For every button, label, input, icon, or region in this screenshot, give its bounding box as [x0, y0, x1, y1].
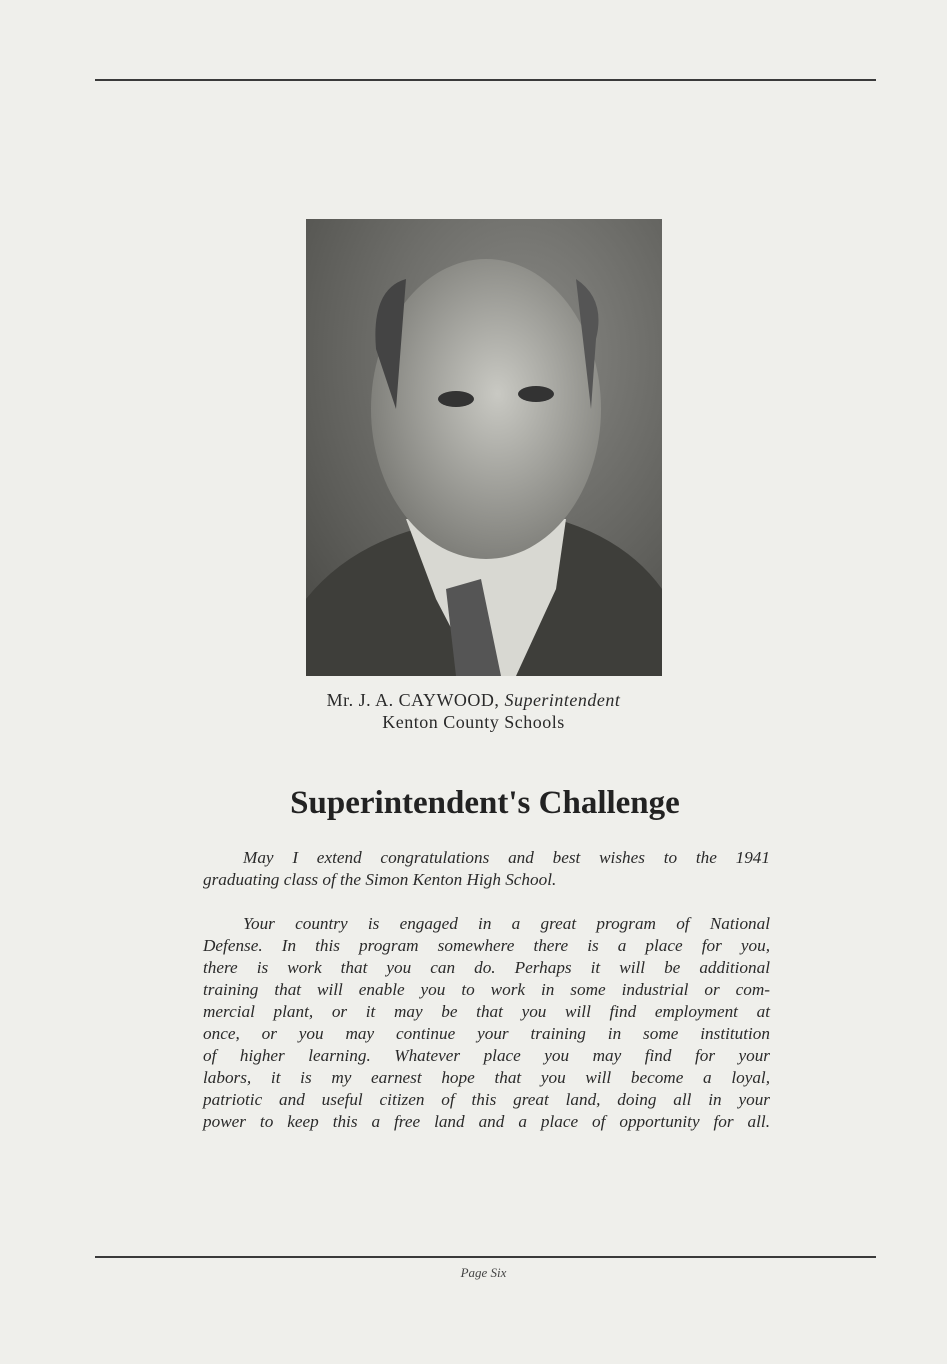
person-name: Mr. J. A. CAYWOOD, [326, 690, 500, 710]
text-line: labors, it is my earnest hope that you will become a loyal, [203, 1068, 770, 1087]
bottom-rule [95, 1256, 876, 1258]
page-number: Page Six [460, 1265, 507, 1280]
text-line: Your country is engaged in a great program of National [243, 914, 770, 933]
photo-caption-org: Kenton County Schools [382, 712, 565, 732]
text-line: Defense. In this program somewhere there is a place for you, [203, 936, 770, 955]
top-rule [95, 79, 876, 81]
portrait-photo [306, 219, 662, 676]
text-line: once, or you may continue your training in some institution [203, 1024, 770, 1043]
text-line: May I extend congratulations and best wishes to the 1941 [243, 848, 770, 867]
text-line: power to keep this a free land and a place of opportunity for all. [203, 1112, 770, 1131]
text-line: mercial plant, or it may be that you will find employment at [203, 1002, 770, 1021]
text-line: patriotic and useful citizen of this great land, doing all in your [203, 1090, 770, 1109]
paragraph-2 [203, 913, 770, 1133]
text-line: of higher learning. Whatever place you may find for your [203, 1046, 770, 1065]
page-title: Superintendent's Challenge [290, 785, 680, 821]
person-role: Superintendent [504, 690, 621, 710]
text-line: there is work that you can do. Perhaps it will be additional [203, 958, 770, 977]
photo-caption-name [0, 690, 947, 711]
paragraph-1 [203, 847, 770, 891]
text-line: training that will enable you to work in some industrial or com- [203, 980, 770, 999]
text-line: graduating class of the Simon Kenton High School. [203, 870, 557, 889]
